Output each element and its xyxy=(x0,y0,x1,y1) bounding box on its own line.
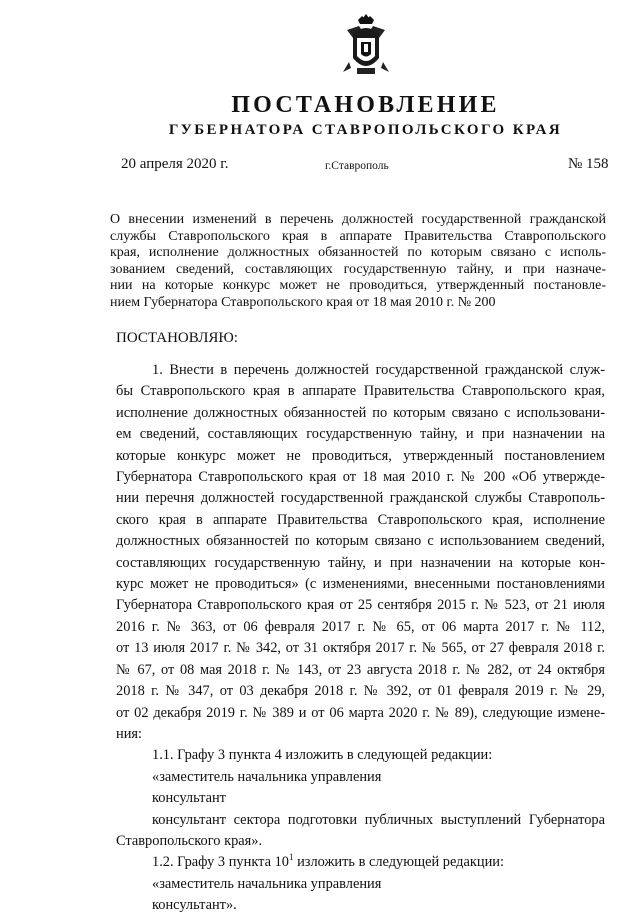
document-date: 20 апреля 2020 г. xyxy=(121,156,229,172)
item-1-2-line: «заместитель начальника управления xyxy=(152,875,382,892)
item-1-1-heading: 1.1. Графу 3 пункта 4 изложить в следующей редакции: xyxy=(152,747,493,764)
decree-word: ПОСТАНОВЛЯЮ: xyxy=(116,330,238,346)
item-1-2-heading xyxy=(116,852,605,873)
body-line: составляющих государственную тайну, и при назначении на которые кон- xyxy=(116,554,605,571)
body-line: исполнение должностных обязанностей по которым связано с использовани- xyxy=(116,404,605,421)
item-1-1-line: «заместитель начальника управления xyxy=(152,768,382,785)
body-line: ем сведений, составляющих государственную тайну, и при назначении на xyxy=(116,426,605,443)
body-line: которые конкурс может не проводиться, утвержденный постановлением xyxy=(116,447,605,464)
body-line: 2016 г. № 363, от 06 февраля 2017 г. № 65, от 06 марта 2017 г. № 112, xyxy=(116,618,605,635)
issuer-heading: ГУБЕРНАТОРА СТАВРОПОЛЬСКОГО КРАЯ xyxy=(168,122,563,138)
body-line: от 13 июля 2017 г. № 342, от 31 октября 2017 г. № 565, от 27 февраля 2018 г. xyxy=(116,640,605,657)
superscript-index: 1 xyxy=(288,851,294,862)
body-line: ния: xyxy=(116,725,143,742)
document-number: № 158 xyxy=(568,156,609,172)
subject-line: службы Ставропольского края в аппарате Правительства Ставропольского xyxy=(110,228,606,244)
body-line: должностных обязанностей по которым связано с использованием сведений, xyxy=(116,533,605,550)
body-line: № 67, от 08 мая 2018 г. № 143, от 23 августа 2018 г. № 282, от 24 октября xyxy=(116,661,605,678)
subject-line: края, исполнение должностных обязанностей по которым связано с исполь- xyxy=(110,245,606,260)
item-1-2-line: консультант». xyxy=(152,897,237,914)
item-1-1-line: консультант сектора подготовки публичных выступлений Губернатора xyxy=(152,811,605,828)
body-line: 1. Внести в перечень должностей государственной гражданской служ- xyxy=(152,362,605,378)
body-line: ского края в аппарате Правительства Ставропольского края, исполнение xyxy=(116,511,605,528)
document-city: г.Ставрополь xyxy=(325,160,389,172)
body-line: бы Ставропольского края в аппарате Правительства Ставропольского края, xyxy=(116,383,605,400)
item-1-2-heading-text: 1.2. Графу 3 пункта 10 xyxy=(152,854,289,871)
body-line: Губернатора Ставропольского края от 18 мая 2010 г. № 200 «Об утвержде- xyxy=(116,469,605,486)
body-line: Губернатора Ставропольского края от 25 сентября 2015 г. № 523, от 21 июля xyxy=(116,597,605,614)
subject-line: О внесении изменений в перечень должностей государственной гражданской xyxy=(110,212,606,227)
item-1-1-line: Ставропольского края». xyxy=(116,832,263,849)
subject-line: зованием сведений, составляющих государственную тайну, и при назначе- xyxy=(110,261,606,277)
document-type-heading: ПОСТАНОВЛЕНИЕ xyxy=(231,92,500,118)
body-line: нии перечня должностей государственной гражданской службы Ставрополь- xyxy=(116,490,605,507)
document-body xyxy=(116,360,605,917)
document-subject xyxy=(110,212,606,311)
body-line: от 02 декабря 2019 г. № 389 и от 06 марта 2020 г. № 89), следующие измене- xyxy=(116,704,605,721)
item-1-1-line: консультант xyxy=(152,790,226,807)
coat-of-arms-emblem xyxy=(339,12,393,78)
body-line: курс может не проводиться» (с изменениями, внесенными постановлениями xyxy=(116,576,605,593)
body-line: 2018 г. № 347, от 03 декабря 2018 г. № 392, от 01 февраля 2019 г. № 29, xyxy=(116,683,605,700)
coat-of-arms-icon xyxy=(339,12,393,78)
subject-line: нием Губернатора Ставропольского края от 18 мая 2010 г. № 200 xyxy=(110,294,496,310)
item-1-2-heading-text: изложить в следующей редакции: xyxy=(293,854,504,871)
subject-line: нии на которые конкурс может не проводиться, утвержденный постановле- xyxy=(110,278,606,293)
